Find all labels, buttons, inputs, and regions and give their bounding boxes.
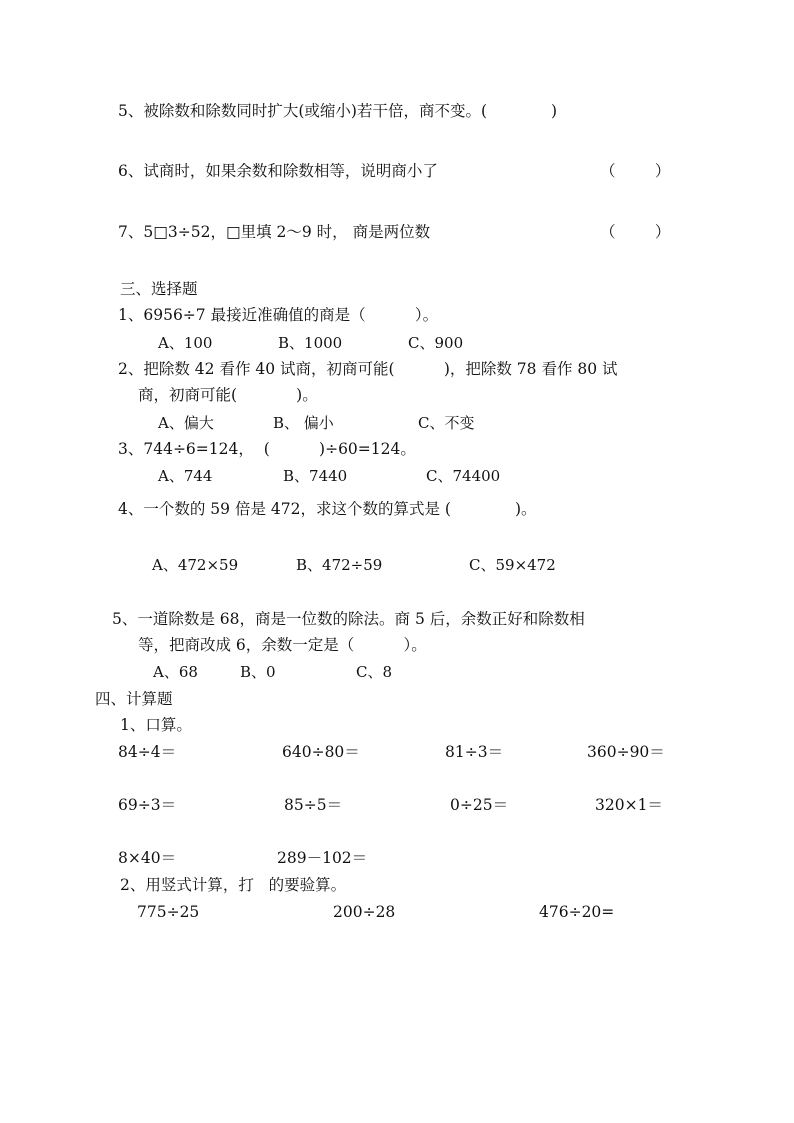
vertical-problem: 476÷20= bbox=[539, 903, 615, 921]
judge-q6-answer-blank[interactable]: （ ） bbox=[600, 162, 671, 180]
choice-q4-option-a[interactable]: A、472×59 bbox=[152, 556, 239, 574]
choice-q4-option-b[interactable]: B、472÷59 bbox=[296, 556, 383, 574]
judge-q7-answer-blank[interactable]: （ ） bbox=[600, 223, 671, 241]
calc-oral-title: 1、口算。 bbox=[120, 716, 192, 734]
choice-q3: 3、744÷6=124， ( )÷60=124。 bbox=[118, 440, 416, 458]
section-heading-calc: 四、计算题 bbox=[95, 690, 173, 708]
choice-q3-option-a[interactable]: A、744 bbox=[158, 467, 213, 485]
choice-q5-option-b[interactable]: B、0 bbox=[240, 663, 276, 681]
oral-problem: 360÷90＝ bbox=[587, 743, 665, 761]
choice-q3-option-c[interactable]: C、74400 bbox=[426, 467, 501, 485]
choice-q1-option-b[interactable]: B、1000 bbox=[278, 334, 343, 352]
choice-q5-option-a[interactable]: A、68 bbox=[153, 663, 198, 681]
choice-q2-option-c[interactable]: C、不变 bbox=[418, 414, 475, 432]
choice-q4-option-c[interactable]: C、59×472 bbox=[469, 556, 556, 574]
choice-q1-option-c[interactable]: C、900 bbox=[408, 334, 464, 352]
choice-q4: 4、一个数的 59 倍是 472，求这个数的算式是 ( )。 bbox=[118, 500, 537, 518]
choice-q2-option-b[interactable]: B、 偏小 bbox=[273, 414, 334, 432]
oral-problem: 0÷25＝ bbox=[450, 796, 509, 814]
choice-q2-line2: 商，初商可能( )。 bbox=[138, 386, 318, 404]
choice-q2-line1: 2、把除数 42 看作 40 试商，初商可能( )，把除数 78 看作 80 试 bbox=[118, 360, 618, 378]
oral-problem: 85÷5＝ bbox=[284, 796, 343, 814]
oral-problem: 84÷4＝ bbox=[118, 743, 177, 761]
oral-problem: 320×1＝ bbox=[595, 796, 663, 814]
choice-q5-line2: 等，把商改成 6，余数一定是（ ）。 bbox=[138, 636, 427, 654]
oral-problem: 289－102＝ bbox=[277, 849, 368, 867]
choice-q5-line1: 5、一道除数是 68，商是一位数的除法。商 5 后，余数正好和除数相 bbox=[112, 610, 585, 628]
oral-problem: 8×40＝ bbox=[118, 849, 177, 867]
oral-problem: 69÷3＝ bbox=[118, 796, 177, 814]
vertical-problem: 775÷25 bbox=[137, 903, 200, 921]
judge-q5: 5、被除数和除数同时扩大(或缩小)若干倍，商不变。( ) bbox=[118, 102, 558, 120]
vertical-problem: 200÷28 bbox=[333, 903, 396, 921]
choice-q3-option-b[interactable]: B、7440 bbox=[283, 467, 348, 485]
choice-q2-option-a[interactable]: A、偏大 bbox=[158, 414, 214, 432]
calc-vertical-title: 2、用竖式计算，打 的要验算。 bbox=[120, 876, 347, 894]
oral-problem: 640÷80＝ bbox=[282, 743, 360, 761]
choice-q5-option-c[interactable]: C、8 bbox=[356, 663, 393, 681]
judge-q6: 6、试商时，如果余数和除数相等，说明商小了 bbox=[118, 162, 438, 180]
choice-q1: 1、6956÷7 最接近准确值的商是（ ）。 bbox=[118, 306, 439, 324]
oral-problem: 81÷3＝ bbox=[445, 743, 504, 761]
section-heading-choice: 三、选择题 bbox=[120, 280, 198, 298]
choice-q1-option-a[interactable]: A、100 bbox=[158, 334, 213, 352]
judge-q7: 7、5□3÷52，□里填 2～9 时， 商是两位数 bbox=[118, 223, 431, 241]
